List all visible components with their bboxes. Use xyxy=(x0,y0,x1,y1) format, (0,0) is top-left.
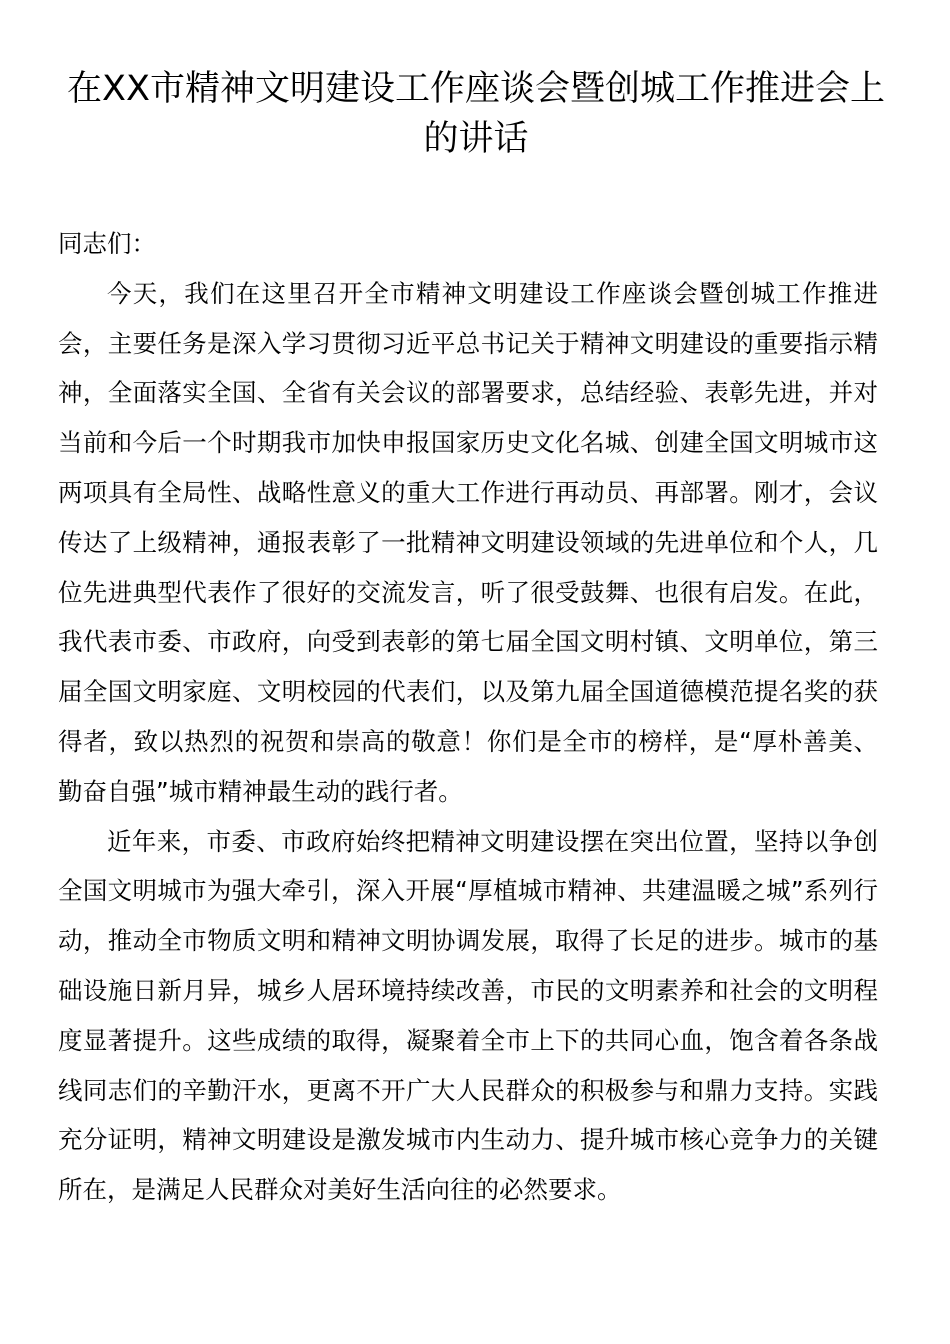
document-title: 在XX市精神文明建设工作座谈会暨创城工作推进会上的讲话 xyxy=(67,69,885,159)
document-body xyxy=(58,219,878,1215)
salutation: 同志们： xyxy=(58,229,156,258)
paragraph-1: 今天，我们在这里召开全市精神文明建设工作座谈会暨创城工作推进会，主要任务是深入学习贯彻习近平总书记关于精神文明建设的重要指示精神，全面落实全国、全省有关会议的部署要求，总结经验、表彰先进，并对当前和今后一个时期我市加快申报国家历史文化名城、创建全国文明城市这两项具有全局性、战略性意义的重大工作进行再动员、再部署。刚才，会议传达了上级精神，通报表彰了一批精神文明建设领域的先进单位和个人，几位先进典型代表作了很好的交流发言，听了很受鼓舞、也很有启发。在此，我代表市委、市政府，向受到表彰的第七届全国文明村镇、文明单位，第三届全国文明家庭、文明校园的代表们，以及第九届全国道德模范提名奖的获得者，致以热烈的祝贺和崇高的敬意！你们是全市的榜样，是“厚朴善美、勤奋自强”城市精神最生动的践行者。 xyxy=(58,278,878,806)
paragraph-2: 近年来，市委、市政府始终把精神文明建设摆在突出位置，坚持以争创全国文明城市为强大牵引，深入开展“厚植城市精神、共建温暖之城”系列行动，推动全市物质文明和精神文明协调发展，取得了长足的进步。城市的基础设施日新月异，城乡人居环境持续改善，市民的文明素养和社会的文明程度显著提升。这些成绩的取得，凝聚着全市上下的共同心血，饱含着各条战线同志们的辛勤汗水，更离不开广大人民群众的积极参与和鼎力支持。实践充分证明，精神文明建设是激发城市内生动力、提升城市核心竞争力的关键所在，是满足人民群众对美好生活向往的必然要求。 xyxy=(58,826,878,1205)
